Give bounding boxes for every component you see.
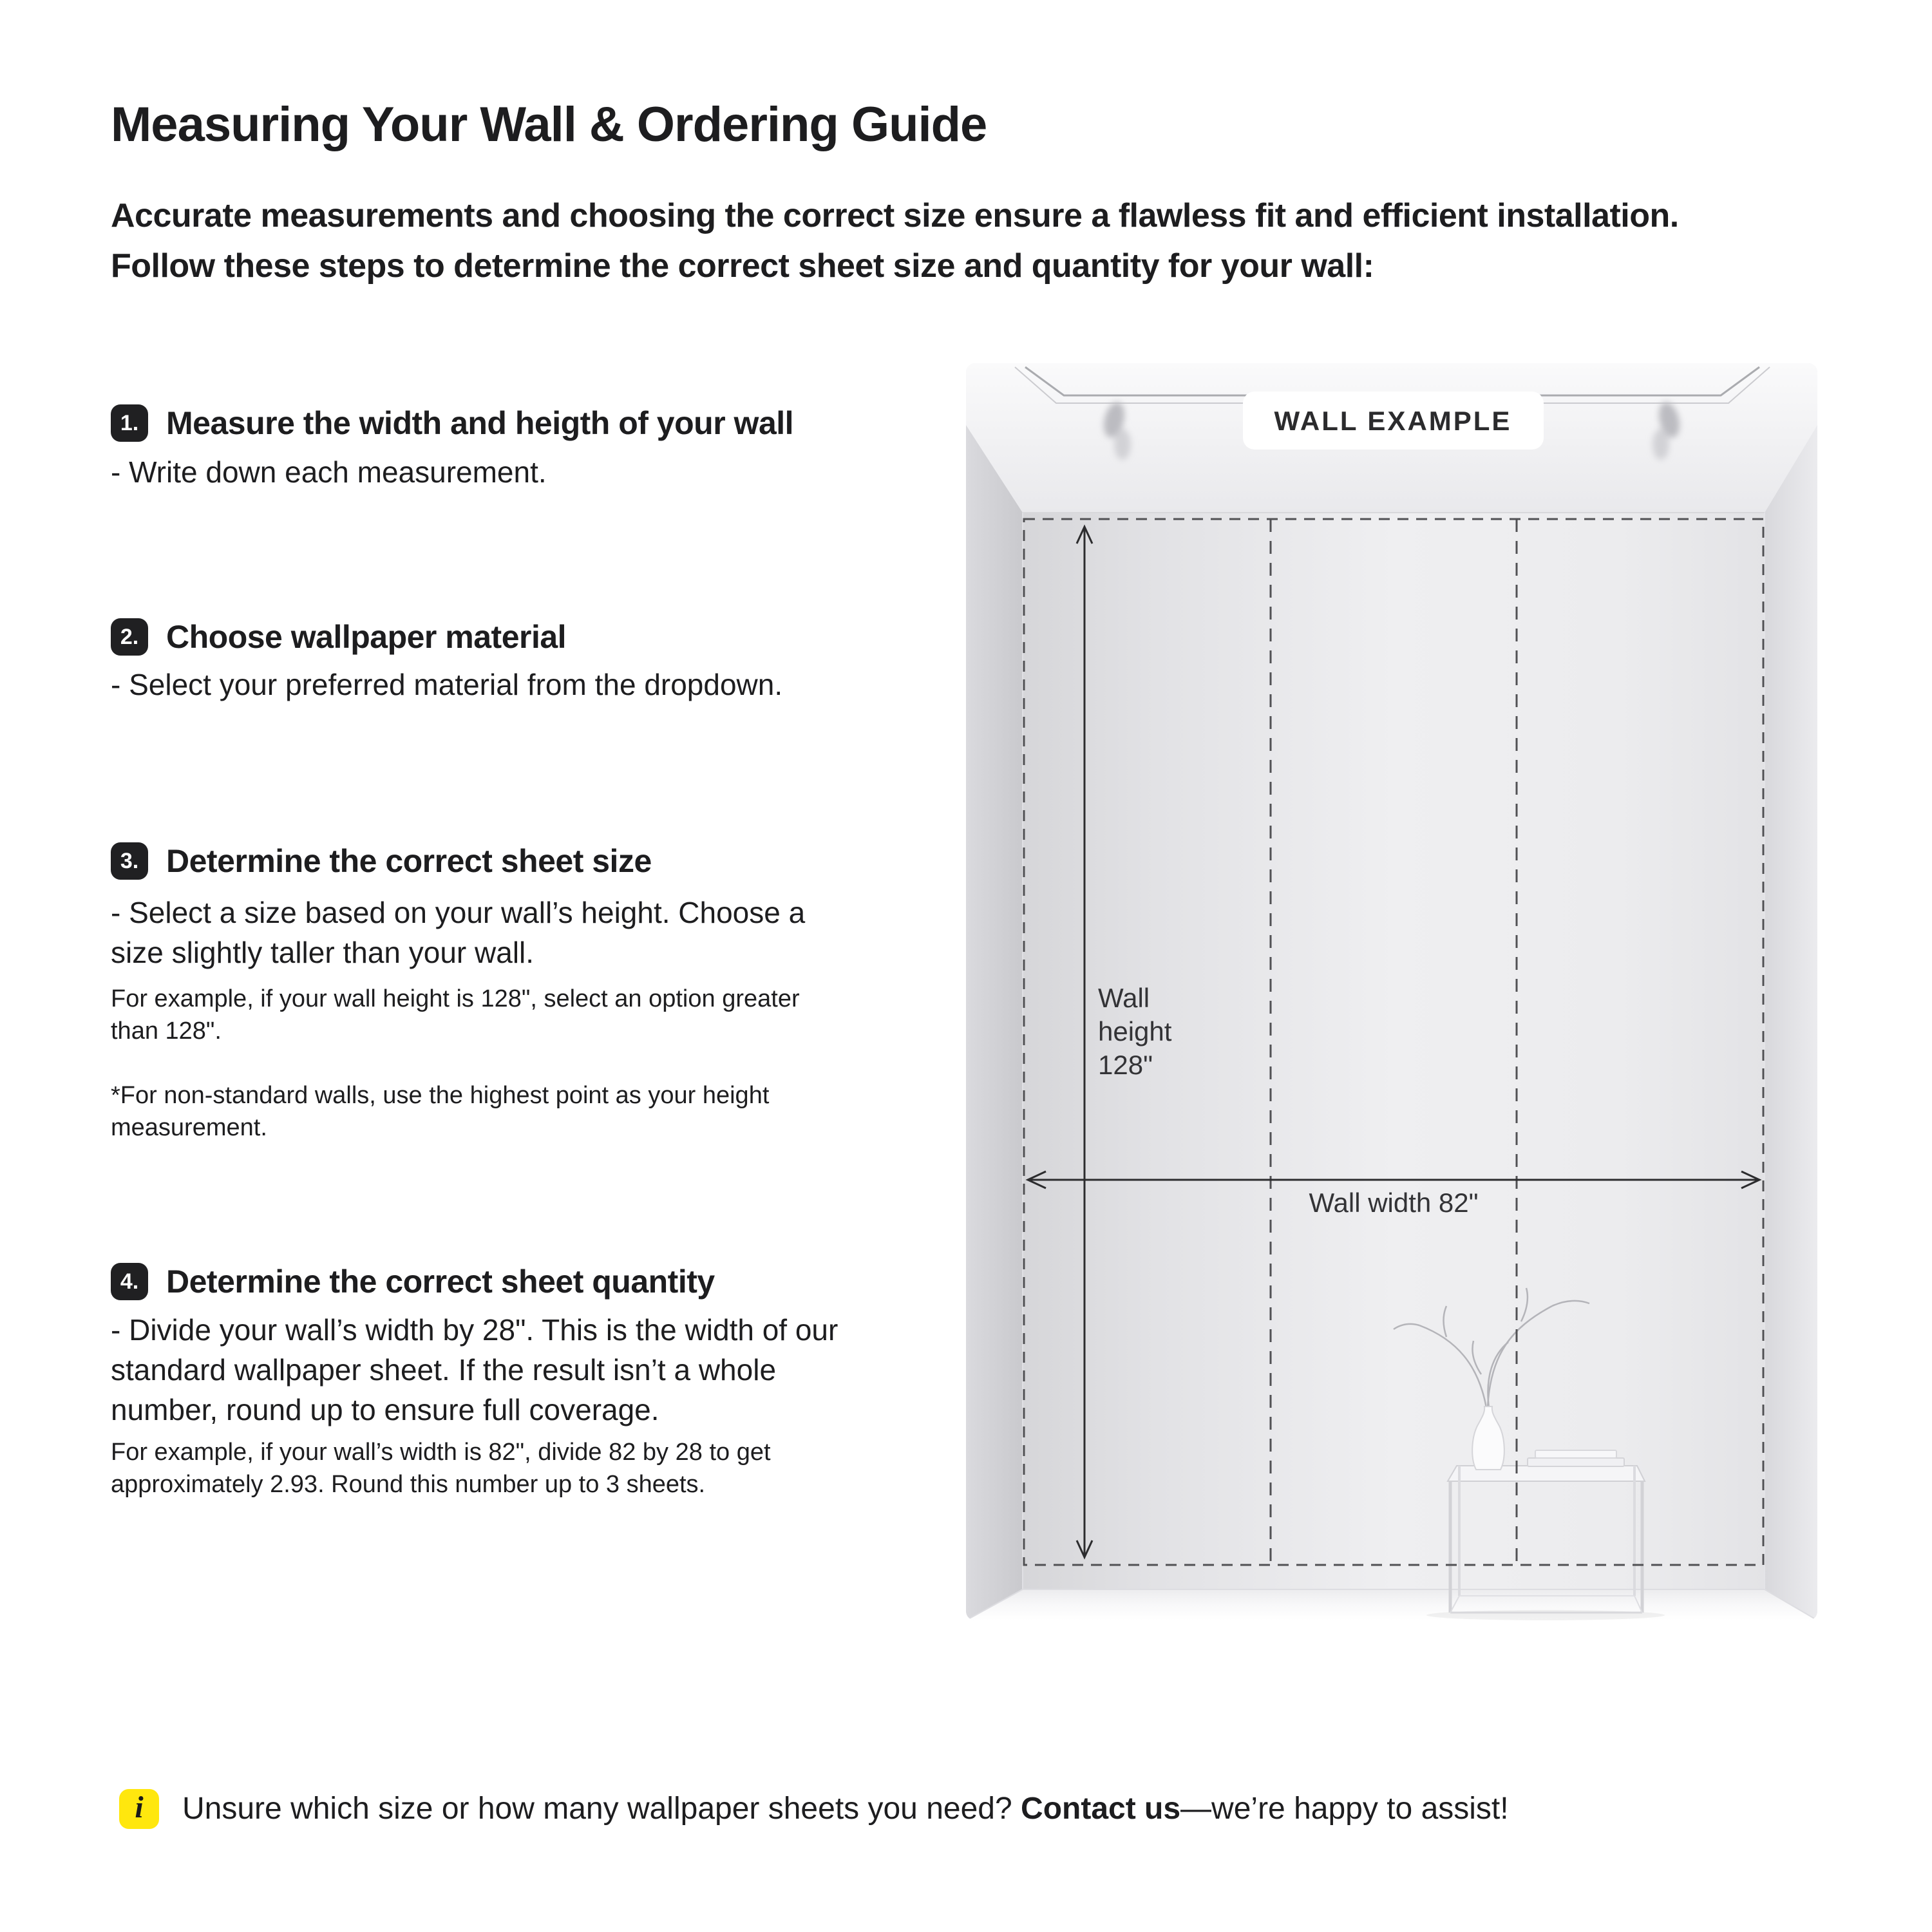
table-shadow [1426,1610,1665,1620]
step-3-footnote [111,1079,769,1144]
step-3-number-badge: 3. [111,842,148,880]
step-3-example [111,983,800,1047]
step-4-example [111,1436,771,1501]
step-2-number-badge: 2. [111,618,148,656]
step-3-example-line: than 128". [111,1018,222,1045]
step-2-heading: Choose wallpaper material [166,619,567,655]
step-4-body [111,1310,838,1430]
step-4-example-line: For example, if your wall’s width is 82", divide 82 by 28 to get [111,1439,771,1466]
footer-text-after: —we’re happy to assist! [1180,1792,1509,1826]
step-4-number-badge: 4. [111,1263,148,1300]
floor [966,1589,1817,1620]
intro-text [111,191,1679,291]
step-4-header [111,1263,715,1300]
step-2-body-line: - Select your preferred material from the dropdown. [111,668,783,701]
intro-line: Accurate measurements and choosing the correct size ensure a flawless fit and efficient installation. [111,197,1679,234]
contact-us-link[interactable]: Contact us [1021,1792,1181,1826]
wall-example-label: WALL EXAMPLE [1274,406,1512,436]
wall-height-label-line: 128" [1098,1050,1153,1080]
wall-height-label-line: height [1098,1016,1172,1046]
right-wall [1765,425,1817,1620]
step-1-number-badge: 1. [111,404,148,442]
step-4-body-line: number, round up to ensure full coverage. [111,1393,659,1426]
step-1-body-line: - Write down each measurement. [111,455,547,489]
footer-text-before: Unsure which size or how many wallpaper sheets you need? [182,1792,1021,1826]
step-1-body [111,452,547,492]
wall-height-label-line: Wall [1098,983,1150,1013]
footer-text [182,1789,1509,1829]
step-4-example-line: approximately 2.93. Round this number up to 3 sheets. [111,1471,706,1498]
step-4-body-line: - Divide your wall’s width by 28". This is the width of our [111,1313,838,1347]
step-1-header [111,404,793,442]
room-photo [966,363,1817,1620]
step-4-heading: Determine the correct sheet quantity [166,1264,715,1300]
step-3-footnote-line: *For non-standard walls, use the highest point as your height [111,1082,770,1109]
step-3-body [111,893,805,972]
left-wall [966,425,1023,1620]
footer-note [119,1789,1509,1829]
intro-line: Follow these steps to determine the correct sheet size and quantity for your wall: [111,247,1374,285]
step-3-example-line: For example, if your wall height is 128", select an option greater [111,985,800,1012]
step-1-heading: Measure the width and heigth of your wall [166,405,794,441]
info-icon-glyph: i [135,1790,144,1824]
step-2-header [111,618,566,656]
step-3-heading: Determine the correct sheet size [166,843,652,879]
wall-example-figure [966,363,1817,1620]
step-2-body [111,665,782,705]
step-3-header [111,842,652,880]
step-3-footnote-line: measurement. [111,1114,267,1141]
step-3-body-line: size slightly taller than your wall. [111,936,535,969]
books [1528,1450,1624,1466]
step-3-body-line: - Select a size based on your wall’s height. Choose a [111,896,806,929]
wall-width-label: Wall width 82" [1309,1188,1479,1218]
info-icon [119,1789,159,1829]
page-title: Measuring Your Wall & Ordering Guide [111,97,987,152]
step-4-body-line: standard wallpaper sheet. If the result isn’t a whole [111,1353,777,1387]
